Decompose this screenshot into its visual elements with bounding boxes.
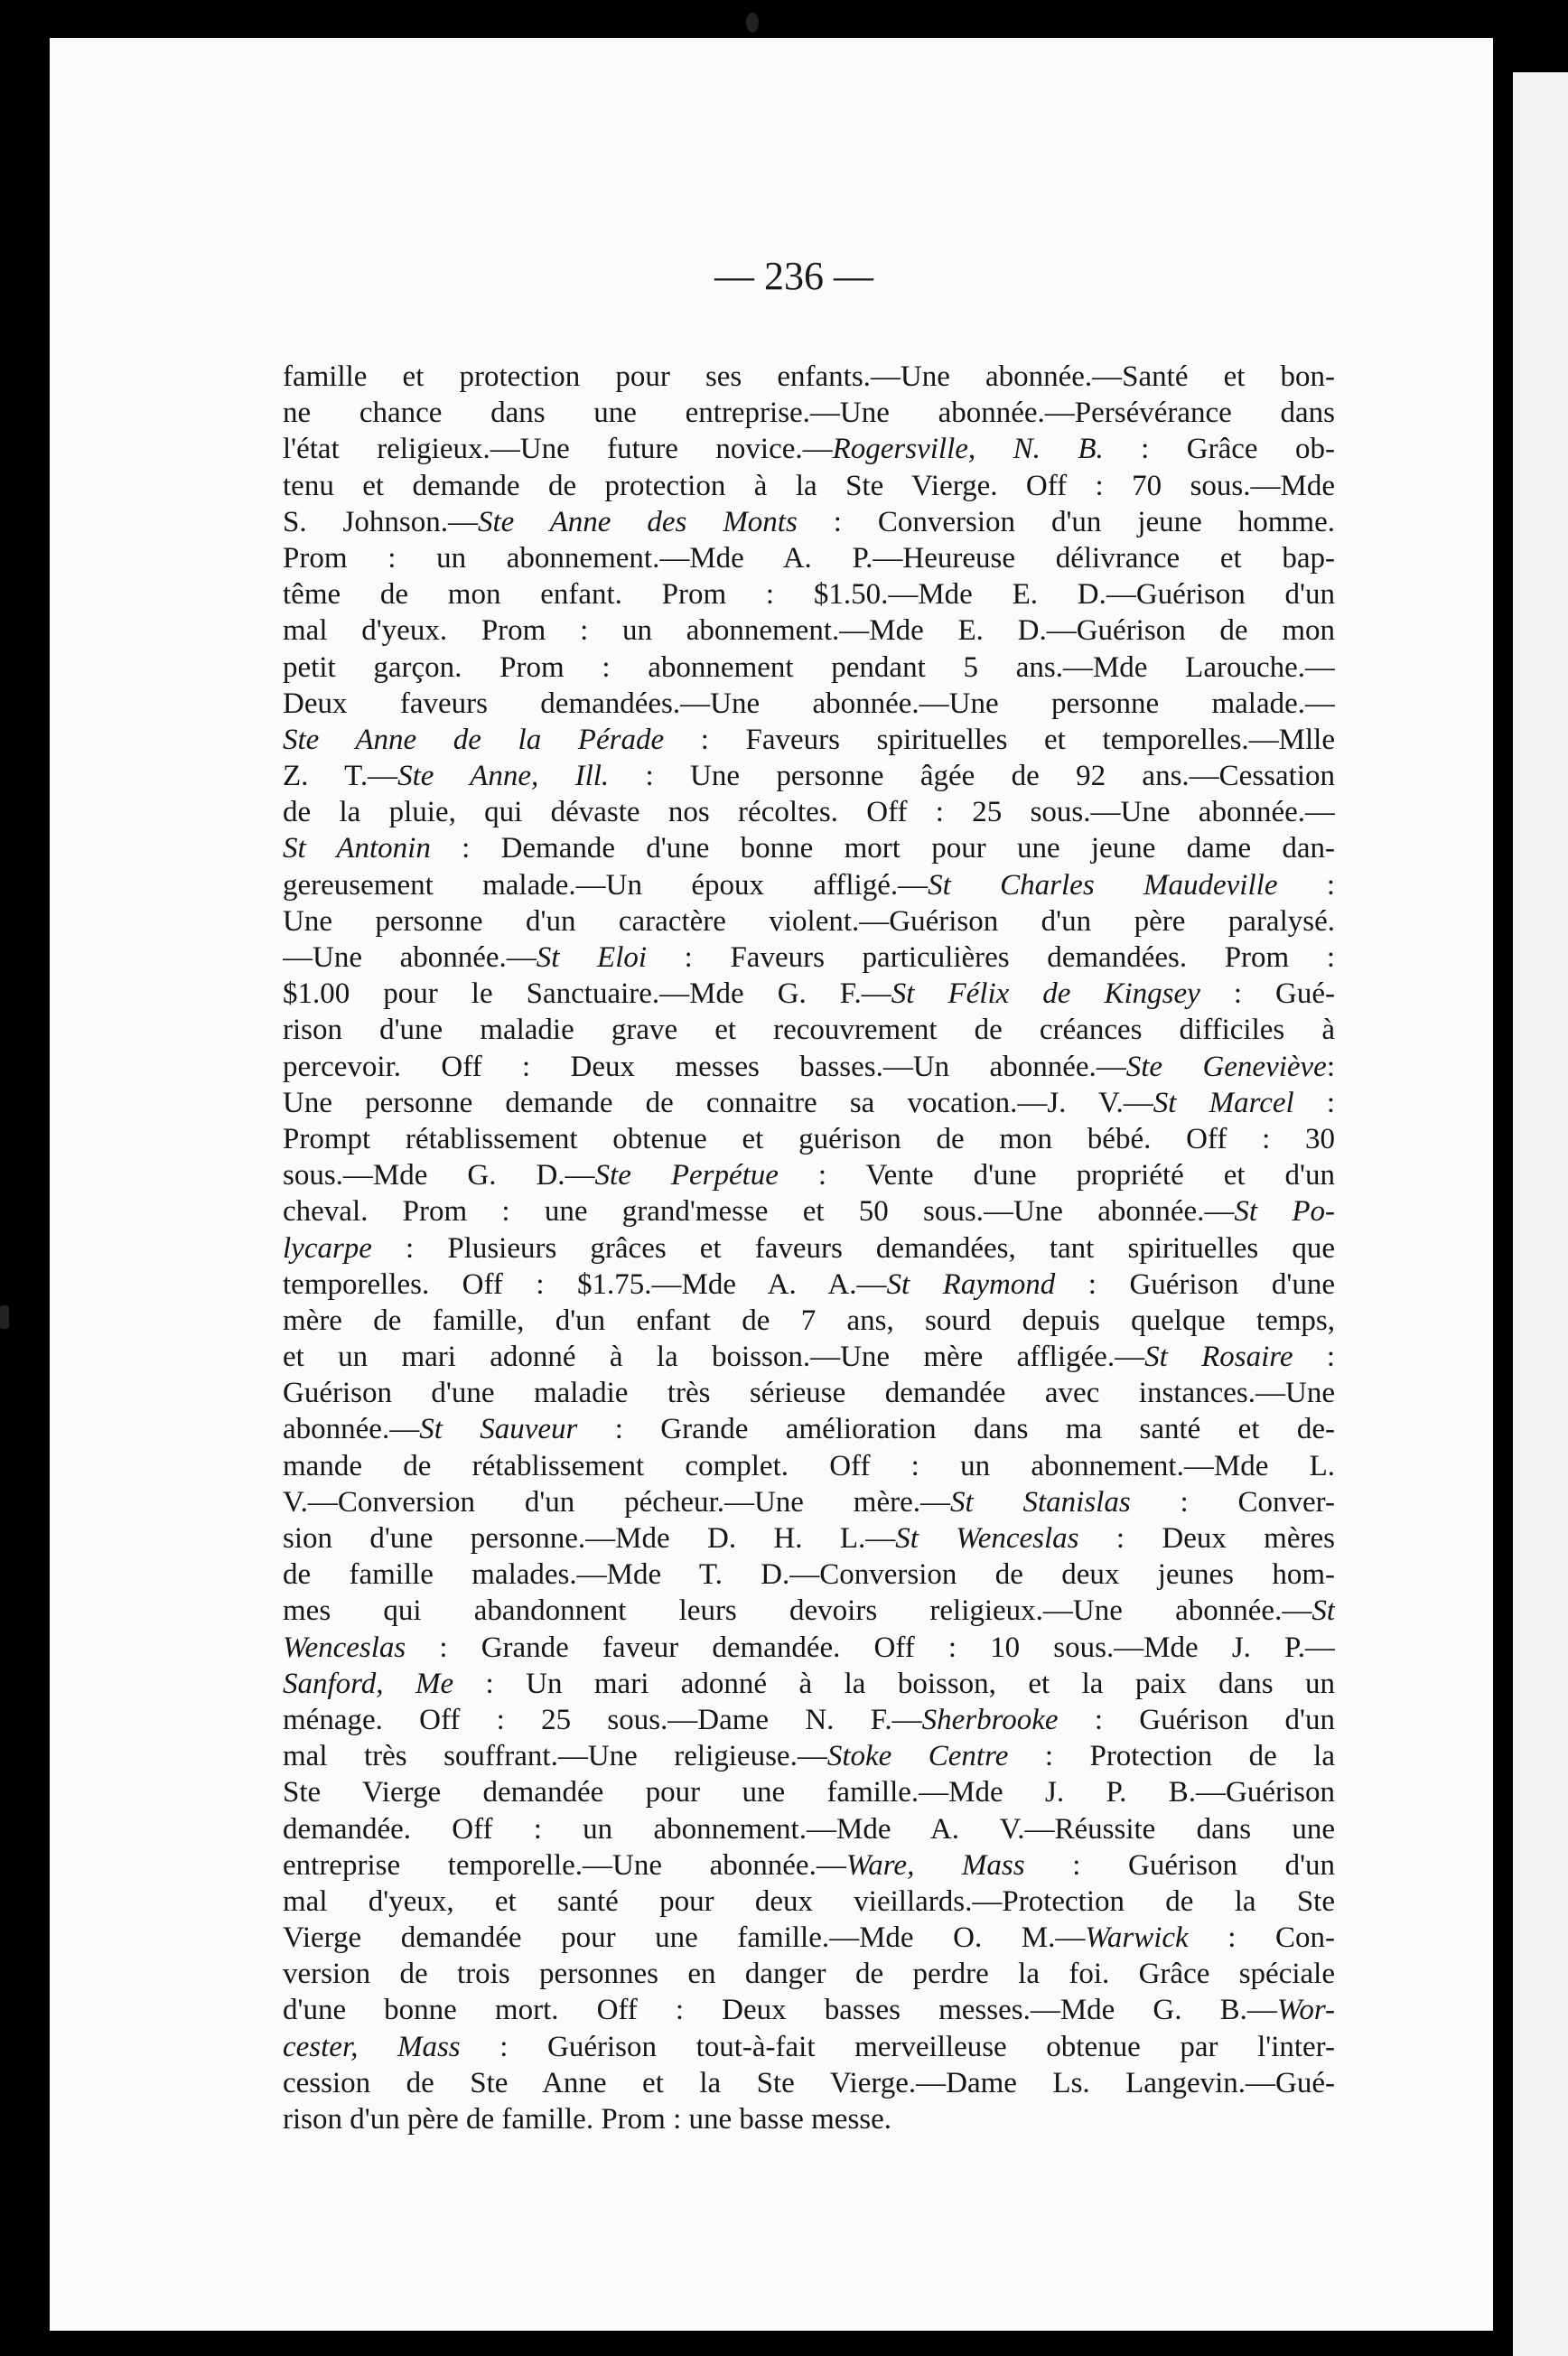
place-name: Ste Anne de la Pérade xyxy=(283,723,665,756)
text-run: rison d'un père de famille. Prom : une basse messe. xyxy=(283,2103,892,2136)
text-line xyxy=(283,794,1335,830)
text-line xyxy=(283,1085,1335,1121)
place-name: St Rosaire xyxy=(1144,1341,1293,1374)
text-run: Guérison d'une maladie très sérieuse demandée avec instances.—Une xyxy=(283,1377,1335,1410)
text-run: percevoir. Off : Deux messes basses.—Un abonnée.— xyxy=(283,1050,1126,1083)
text-run: : Conversion d'un jeune homme. xyxy=(797,505,1335,538)
text-run: ne chance dans une entreprise.—Une abonnée.—Persévérance dans xyxy=(283,397,1335,430)
text-run: famille et protection pour ses enfants.—Une abonnée.—Santé et bon- xyxy=(283,360,1335,393)
text-run: : Un mari adonné à la boisson, et la paix dans un xyxy=(453,1667,1335,1700)
text-run: Une personne d'un caractère violent.—Guérison d'un père paralysé. xyxy=(283,904,1335,938)
text-line xyxy=(283,1448,1335,1484)
text-line xyxy=(283,1339,1335,1375)
text-run: ménage. Off : 25 sous.—Dame N. F.— xyxy=(283,1703,922,1736)
text-run: de famille malades.—Mde T. D.—Conversion de deux jeunes hom- xyxy=(283,1558,1335,1592)
text-run: : xyxy=(1293,1086,1335,1119)
text-run: : Vente d'une propriété et d'un xyxy=(778,1159,1335,1192)
text-line xyxy=(283,1520,1335,1557)
text-run: $1.00 pour le Sanctuaire.—Mde G. F.— xyxy=(283,977,891,1011)
text-line xyxy=(283,1484,1335,1520)
text-run: sion d'une personne.—Mde D. H. L.— xyxy=(283,1522,896,1555)
place-name: Sanford, Me xyxy=(283,1667,454,1700)
place-name: Stoke Centre xyxy=(826,1740,1009,1773)
text-line xyxy=(283,1702,1335,1738)
text-line xyxy=(283,1157,1335,1193)
text-line xyxy=(283,395,1335,431)
text-run: : Faveurs particulières demandées. Prom : xyxy=(647,941,1335,974)
place-name: St Raymond xyxy=(886,1267,1056,1301)
text-run: Prompt rétablissement obtenue et guérison de mon bébé. Off : 30 xyxy=(283,1122,1335,1155)
text-line xyxy=(283,504,1335,540)
text-run: mal très souffrant.—Une religieuse.— xyxy=(283,1740,827,1773)
place-name: Rogersville, N. B. xyxy=(832,433,1104,466)
place-name: Wor- xyxy=(1276,1994,1335,2027)
text-run: Vierge demandée pour une famille.—Mde O. M.— xyxy=(283,1921,1086,1955)
text-run: : Demande d'une bonne mort pour une jeune dame dan- xyxy=(430,832,1335,865)
text-run: : Grande amélioration dans ma santé et de- xyxy=(577,1413,1335,1446)
text-run: : Grâce ob- xyxy=(1103,433,1335,466)
text-line xyxy=(283,1012,1335,1048)
text-line xyxy=(283,1956,1335,1992)
text-line xyxy=(283,976,1335,1012)
text-line xyxy=(283,1121,1335,1157)
text-run: Une personne demande de connaitre sa vocation.—J. V.— xyxy=(283,1086,1153,1119)
text-run: version de trois personnes en danger de perdre la foi. Grâce spéciale xyxy=(283,1958,1335,1991)
paper-page xyxy=(50,38,1493,2331)
text-run: : xyxy=(1326,1050,1335,1083)
text-run: d'une bonne mort. Off : Deux basses messes.—Mde G. B.— xyxy=(283,1994,1277,2027)
scan-speck xyxy=(0,1305,9,1329)
place-name: St Marcel xyxy=(1153,1086,1294,1119)
text-line xyxy=(283,2029,1335,2065)
place-name: St Charles Maudeville xyxy=(928,868,1278,902)
text-run: : Deux mères xyxy=(1078,1522,1335,1555)
text-run: tenu et demande de protection à la Ste Vierge. Off : 70 sous.—Mde xyxy=(283,469,1335,502)
text-line xyxy=(283,1230,1335,1267)
text-line xyxy=(283,612,1335,649)
text-run: cession de Ste Anne et la Ste Vierge.—Dame Ls. Langevin.—Gué- xyxy=(283,2066,1335,2099)
text-line xyxy=(283,2101,1335,2137)
text-run: : xyxy=(1277,868,1335,902)
page-number-text: — 236 — xyxy=(714,254,873,298)
text-line xyxy=(283,867,1335,903)
text-run: et un mari adonné à la boisson.—Une mère affligée.— xyxy=(283,1341,1145,1374)
text-line xyxy=(283,576,1335,612)
text-line xyxy=(283,1884,1335,1920)
text-run: : Guérison d'une xyxy=(1055,1267,1335,1301)
text-run: S. Johnson.— xyxy=(283,505,478,538)
text-run: : Plusieurs grâces et faveurs demandées, tant spirituelles que xyxy=(371,1231,1335,1265)
place-name: St Félix de Kingsey xyxy=(891,977,1200,1011)
text-run: Z. T.— xyxy=(283,760,398,793)
place-name: St Sauveur xyxy=(419,1413,578,1446)
text-run: : xyxy=(1293,1341,1335,1374)
text-run: mes qui abandonnent leurs devoirs religieux.—Une abonnée.— xyxy=(283,1594,1312,1628)
text-run: mère de famille, d'un enfant de 7 ans, sourd depuis quelque temps, xyxy=(283,1304,1335,1337)
text-run: cheval. Prom : une grand'messe et 50 sous.—Une abonnée.— xyxy=(283,1195,1235,1229)
text-line xyxy=(283,1738,1335,1774)
text-run: V.—Conversion d'un pécheur.—Une mère.— xyxy=(283,1485,950,1519)
place-name: St xyxy=(1311,1594,1335,1628)
place-name: St Wenceslas xyxy=(895,1522,1079,1555)
text-line xyxy=(283,468,1335,504)
place-name: St Antonin xyxy=(283,832,431,865)
place-name: St Stanislas xyxy=(949,1485,1131,1519)
text-run: : Gué- xyxy=(1199,977,1335,1011)
text-line xyxy=(283,650,1335,686)
text-run: sous.—Mde G. D.— xyxy=(283,1159,595,1192)
place-name: cester, Mass xyxy=(283,2030,461,2063)
text-line xyxy=(283,1303,1335,1339)
text-run: —Une abonnée.— xyxy=(283,941,537,974)
text-run: entreprise temporelle.—Une abonnée.— xyxy=(283,1848,846,1882)
place-name: Ste Anne, Ill. xyxy=(397,760,610,793)
text-run: mal d'yeux. Prom : un abonnement.—Mde E. D.—Guérison de mon xyxy=(283,614,1335,648)
text-run: : Faveurs spirituelles et temporelles.—Mlle xyxy=(664,723,1335,756)
text-line xyxy=(283,1375,1335,1411)
text-line xyxy=(283,2065,1335,2101)
place-name: St Eloi xyxy=(536,941,648,974)
text-line xyxy=(283,1992,1335,2028)
text-run: Prom : un abonnement.—Mde A. P.—Heureuse délivrance et bap- xyxy=(283,541,1335,575)
page-number xyxy=(50,253,1493,299)
text-run: Ste Vierge demandée pour une famille.—Mde J. P. B.—Guérison xyxy=(283,1776,1335,1809)
text-run: tême de mon enfant. Prom : $1.50.—Mde E. D.—Guérison d'un xyxy=(283,578,1335,612)
text-line xyxy=(283,1049,1335,1085)
place-name: Ste Perpétue xyxy=(594,1159,779,1192)
text-run: rison d'une maladie grave et recouvrement de créances difficiles à xyxy=(283,1014,1335,1047)
text-line xyxy=(283,1811,1335,1847)
place-name: St Po- xyxy=(1234,1195,1335,1229)
text-line xyxy=(283,758,1335,794)
text-line xyxy=(283,1411,1335,1447)
place-name: Warwick xyxy=(1085,1921,1189,1955)
text-line xyxy=(283,431,1335,467)
text-run: : Con- xyxy=(1188,1921,1335,1955)
text-line xyxy=(283,1630,1335,1666)
place-name: Ste Geneviève xyxy=(1125,1050,1327,1083)
place-name: Ware, Mass xyxy=(845,1848,1025,1882)
text-run: mal d'yeux, et santé pour deux vieillards.—Protection de la Ste xyxy=(283,1884,1335,1918)
text-run: : Guérison tout-à-fait merveilleuse obtenue par l'inter- xyxy=(460,2030,1335,2063)
text-line xyxy=(283,722,1335,758)
text-line xyxy=(283,1193,1335,1229)
text-run: : Protection de la xyxy=(1008,1740,1335,1773)
place-name: Sherbrooke xyxy=(921,1703,1059,1736)
text-run: mande de rétablissement complet. Off : un abonnement.—Mde L. xyxy=(283,1449,1335,1482)
text-run: : Conver- xyxy=(1130,1485,1335,1519)
text-run: : Une personne âgée de 92 ans.—Cessation xyxy=(609,760,1335,793)
text-line xyxy=(283,1774,1335,1810)
scan-speck xyxy=(746,13,759,33)
text-line xyxy=(283,1666,1335,1702)
text-line xyxy=(283,1847,1335,1884)
text-run: : Guérison d'un xyxy=(1058,1703,1335,1736)
text-line xyxy=(283,686,1335,722)
body-text xyxy=(283,359,1335,2137)
text-run: Deux faveurs demandées.—Une abonnée.—Une personne malade.— xyxy=(283,687,1335,720)
place-name: Ste Anne des Monts xyxy=(477,505,798,538)
text-run: abonnée.— xyxy=(283,1413,420,1446)
text-run: de la pluie, qui dévaste nos récoltes. Off : 25 sous.—Une abonnée.— xyxy=(283,796,1335,829)
text-line xyxy=(283,940,1335,976)
text-line xyxy=(283,830,1335,866)
text-line xyxy=(283,1267,1335,1303)
text-run: temporelles. Off : $1.75.—Mde A. A.— xyxy=(283,1267,887,1301)
text-line xyxy=(283,359,1335,395)
place-name: Wenceslas xyxy=(283,1631,406,1664)
text-line xyxy=(283,1920,1335,1956)
text-run: petit garçon. Prom : abonnement pendant 5 ans.—Mde Larouche.— xyxy=(283,650,1335,684)
text-run: l'état religieux.—Une future novice.— xyxy=(283,433,833,466)
adjacent-page-edge xyxy=(1513,72,1568,2356)
place-name: lycarpe xyxy=(283,1231,372,1265)
text-run: gereusement malade.—Un époux affligé.— xyxy=(283,868,929,902)
text-line xyxy=(283,1593,1335,1629)
text-line xyxy=(283,903,1335,940)
text-line xyxy=(283,1557,1335,1593)
text-run: demandée. Off : un abonnement.—Mde A. V.—Réussite dans une xyxy=(283,1812,1335,1846)
text-run: : Grande faveur demandée. Off : 10 sous.—Mde J. P.— xyxy=(406,1631,1335,1664)
text-run: : Guérison d'un xyxy=(1024,1848,1335,1882)
text-line xyxy=(283,540,1335,576)
